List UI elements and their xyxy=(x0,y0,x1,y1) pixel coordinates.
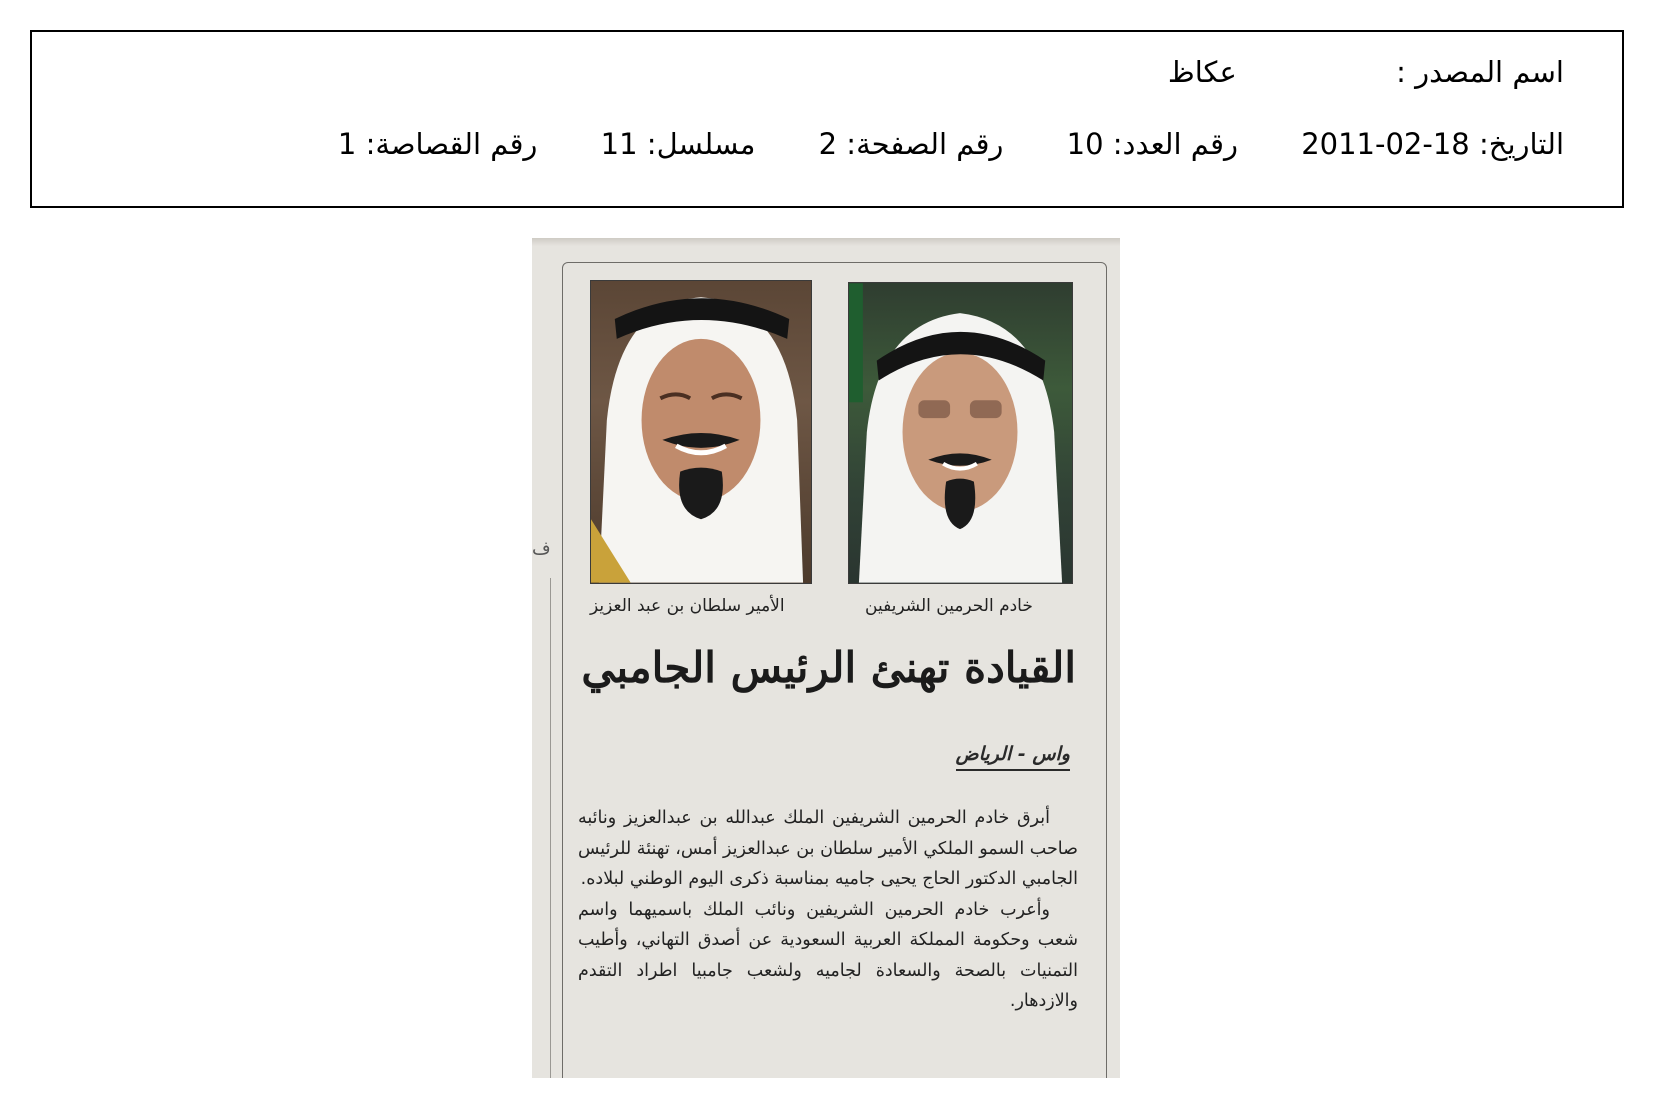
metadata-box xyxy=(30,30,1624,208)
portrait-right-figure xyxy=(849,283,1072,583)
clip-number-field xyxy=(338,126,538,162)
serial-value: 11 xyxy=(600,127,638,161)
article-dateline: واس - الرياض xyxy=(956,743,1070,771)
neighbor-column-fragment: ف xyxy=(532,538,551,559)
issue-value: 10 xyxy=(1066,127,1104,161)
issue-label: رقم العدد: xyxy=(1112,127,1238,161)
article-body xyxy=(578,803,1078,1017)
portrait-left-figure xyxy=(591,281,811,583)
page-value: 2 xyxy=(818,127,838,161)
clip-number-label: رقم القصاصة: xyxy=(365,127,538,161)
source-row xyxy=(1168,54,1564,90)
portrait-photo-left xyxy=(590,280,812,584)
photo-caption-left: الأمير سلطان بن عبد العزيز xyxy=(590,596,785,616)
date-label: التاريخ: xyxy=(1478,127,1564,161)
page-label: رقم الصفحة: xyxy=(846,127,1004,161)
issue-field xyxy=(1067,126,1238,162)
clipping-edge xyxy=(532,238,1120,246)
portrait-photo-right xyxy=(848,282,1073,584)
photo-caption-right: خادم الحرمين الشريفين xyxy=(865,596,1033,616)
date-field xyxy=(1301,126,1564,162)
date-value: 2011-02-18 xyxy=(1301,127,1470,161)
source-label: اسم المصدر : xyxy=(1396,55,1564,89)
column-rule xyxy=(550,578,551,1078)
source-value: عكاظ xyxy=(1167,55,1237,89)
serial-label: مسلسل: xyxy=(646,127,756,161)
page-field xyxy=(819,126,1004,162)
article-paragraph: وأعرب خادم الحرمين الشريفين ونائب الملك باسميهما واسم شعب وحكومة المملكة العربية السعودية عن أصدق التهاني، وأطيب التمنيات بالصحة والسعادة لجاميه ولشعب جامبيا اطراد التقدم والازدهار. xyxy=(578,899,1078,1011)
article-paragraph: أبرق خادم الحرمين الشريفين الملك عبدالله بن عبدالعزيز ونائبه صاحب السمو الملكي الأمير سلطان بن عبدالعزيز أمس، تهنئة للرئيس الجامبي الدكتور الحاج يحيى جاميه بمناسبة ذكرى اليوم الوطني لبلاده. xyxy=(578,808,1078,889)
article-headline: القيادة تهنئ الرئيس الجامبي xyxy=(581,643,1076,692)
details-row xyxy=(338,126,1564,162)
serial-field xyxy=(601,126,756,162)
clip-number-value: 1 xyxy=(337,127,357,161)
newspaper-clipping xyxy=(532,238,1120,1078)
